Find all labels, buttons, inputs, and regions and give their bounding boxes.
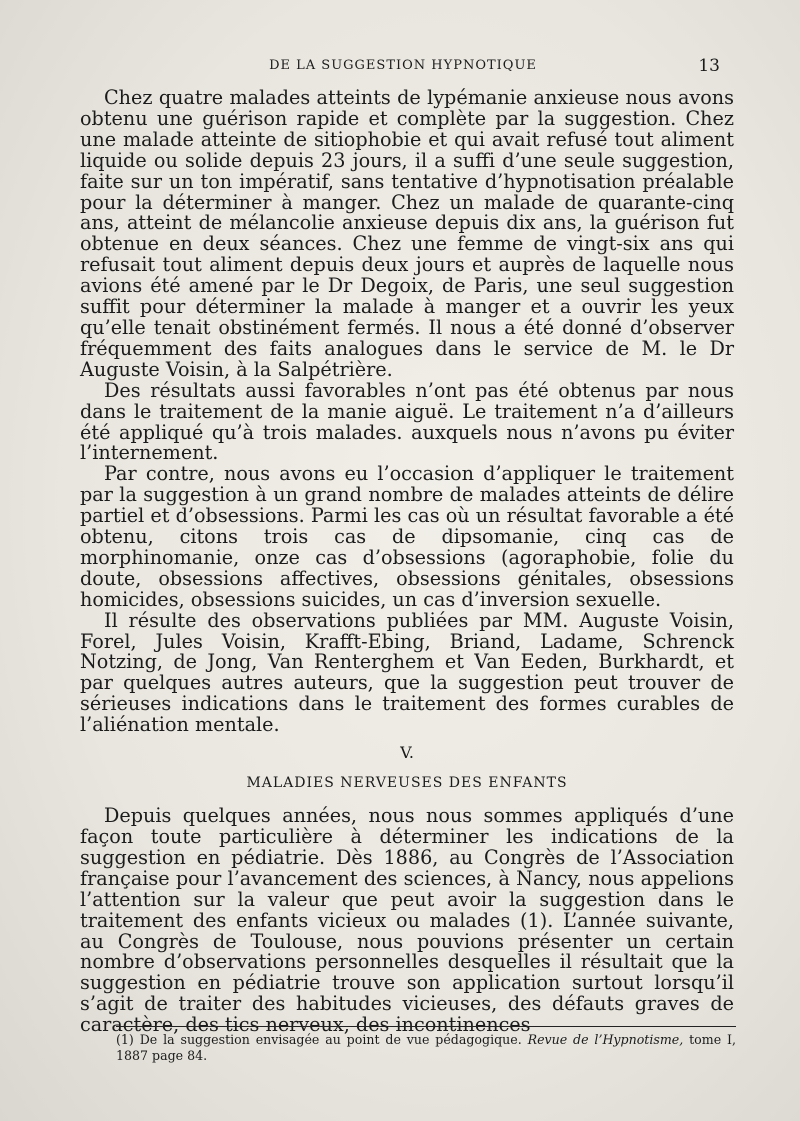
footnote [116,1032,736,1064]
footnote-divider [116,1026,736,1027]
footnote-journal: Revue de l’Hypnotisme, [527,1032,684,1047]
page-number: 13 [698,56,720,76]
section-title: MALADIES NERVEUSES DES ENFANTS [246,775,568,792]
paragraph-manie-aigue: Des résultats aussi favorables n’ont pas été obtenus par nous dans le traitement de la manie aiguë. Le traitement n’a d’ailleurs été appliqué qu’à trois malades. auxquels nous n’avons pu éviter l’internement. [80,378,734,465]
footnote-details: tome I, 1887 page 84. [116,1032,736,1063]
paragraph-observations: Il résulte des observations publiées par MM. Auguste Voisin, Forel, Jules Voisin, Krafft-Ebing, Briand, Ladame, Schrenck Notzing, de Jong, Van Renterghem et Van Eeden, Burkhardt, et par quelques autres auteurs, que la suggestion peut trouver de sérieuses indications dans le traitement des formes curables de l’aliénation mentale. [80,608,734,737]
page-body [80,88,734,1036]
running-title: DE LA SUGGESTION HYPNOTIQUE [269,58,537,73]
paragraph-lypemanie: Chez quatre malades atteints de lypémanie anxieuse nous avons obtenu une guérison rapide et complète par la suggestion. Chez une malade atteinte de sitiophobie et qui avait refusé tout aliment liquide ou solide depuis 23 jours, il a suffi d’une seule suggestion, faite sur un ton impératif, sans tentative d’hypnotisation préalable pour la déterminer à manger. Chez un malade de quarante-cinq ans, atteint de mélancolie anxieuse depuis dix ans, la guérison fut obtenue en deux séances. Chez une femme de vingt-six ans qui refusait tout aliment depuis deux jours et auprès de laquelle nous avions été amené par le Dr Degoix, de Paris, une seul suggestion suffit pour déterminer la malade à manger et a ouvrir les yeux qu’elle tenait obstinément fermés. Il nous a été donné d’observer fréquemment des faits analogues dans le service de M. le Dr Auguste Voisin, à la Salpétrière. [80,86,734,381]
paragraph-pediatrie: Depuis quelques années, nous nous sommes appliqués d’une façon toute particulière à déterminer les indications de la suggestion en pédiatrie. Dès 1886, au Congrès de l’Association française pour l’avancement des sciences, à Nancy, nous appelions l’attention sur la valeur que peut avoir la suggestion dans le traitement des enfants vicieux ou malades (1). L’année suivante, au Congrès de Toulouse, nous pouvions présenter un certain nombre d’observations personnelles desquelles il résultait que la suggestion en pédiatrie trouve son application surtout lorsqu’il s’agit de traiter des habitudes vicieuses, des défauts graves de caractère, des tics nerveux, des incontinences [80,804,734,1037]
paragraph-obsessions: Par contre, nous avons eu l’occasion d’appliquer le traitement par la suggestion à un grand nombre de malades atteints de délire partiel et d’obsessions. Parmi les cas où un résultat favorable a été obtenu, citons trois cas de dipsomanie, cinq cas de morphinomanie, onze cas d’obsessions (agoraphobie, folie du doute, obsessions affectives, obsessions génitales, obsessions homicides, obsessions suicides, un cas d’inversion sexuelle. [80,462,734,611]
footnote-text: (1) De la suggestion envisagée au point de vue pédagogique. [116,1032,522,1047]
section-number: V. [400,743,414,763]
page-header [86,56,720,78]
